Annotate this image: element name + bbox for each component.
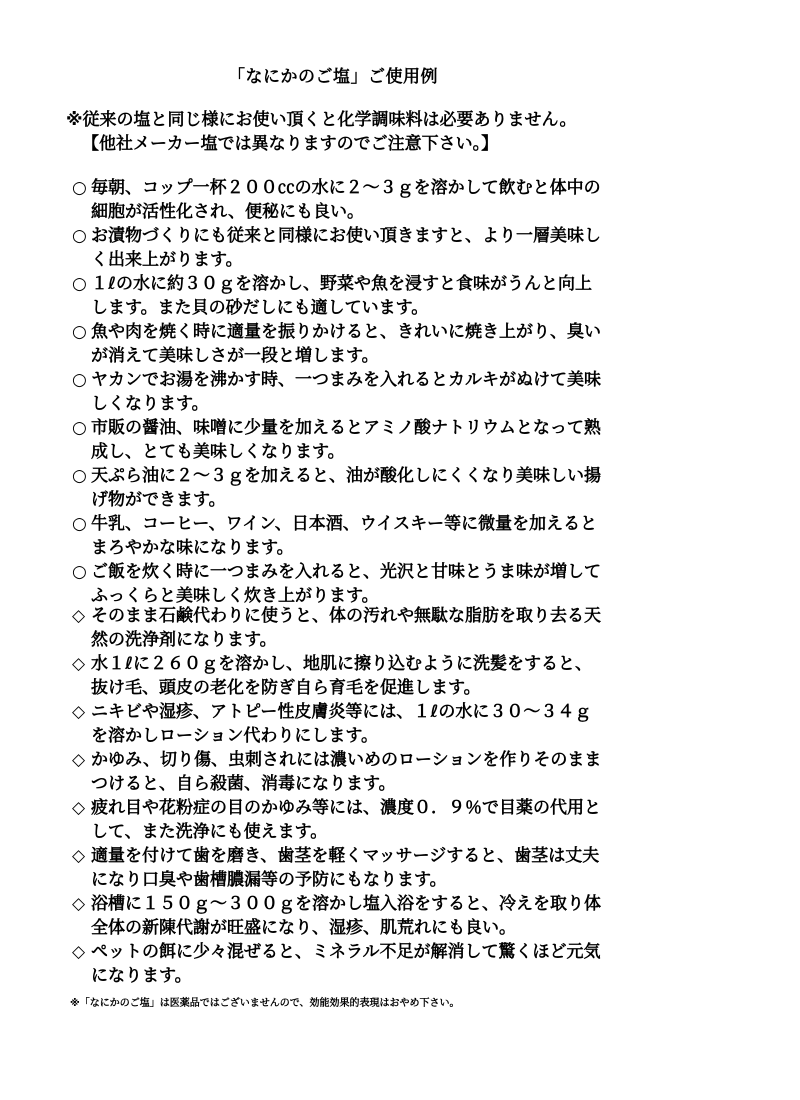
circle-marker: ○ xyxy=(72,370,87,390)
list-item: ◇ そのまま石鹸代わりに使うと、体の汚れや無駄な脂肪を取り去る天 然の洗浄剤になります。 xyxy=(72,606,601,650)
list-item: ○ 毎朝、コップ一杯２００㏄の水に２～３ｇを溶かして飲むと体中の 細胞が活性化され、便秘にも良い。 xyxy=(72,178,601,222)
circle-marker: ○ xyxy=(72,322,87,342)
list-item: ◇ 適量を付けて歯を磨き、歯茎を軽くマッサージすると、歯茎は丈夫 になり口臭や歯槽膿漏等の予防にもなります。 xyxy=(72,846,600,890)
diamond-marker: ◇ xyxy=(72,606,86,626)
list-item: ○ 牛乳、コーヒー、ワイン、日本酒、ウイスキー等に微量を加えると まろやかな味になります。 xyxy=(72,514,598,558)
circle-marker: ○ xyxy=(72,226,87,246)
diamond-marker: ◇ xyxy=(72,894,86,914)
list-item: ○ お漬物づくりにも従来と同様にお使い頂きますと、より一層美味し く出来上がります。 xyxy=(72,226,601,270)
diamond-marker: ◇ xyxy=(72,654,86,674)
diamond-marker: ◇ xyxy=(72,942,86,962)
list-item: ○ ご飯を炊く時に一つまみを入れると、光沢と甘味とうま味が増して ふっくらと美味しく炊き上がります。 xyxy=(72,562,601,606)
list-item: ◇ 浴槽に１５０ｇ～３００ｇを溶かし塩入浴をすると、冷えを取り体 全体の新陳代謝が旺盛になり、湿疹、肌荒れにも良い。 xyxy=(72,894,601,938)
circle-marker: ○ xyxy=(72,466,87,486)
diamond-marker: ◇ xyxy=(72,702,86,722)
usage-list-cooking xyxy=(72,176,752,608)
list-item: ◇ ニキビや湿疹、アトピー性皮膚炎等には、１ℓの水に３０～３４ｇ を溶かしローション代わりにします。 xyxy=(72,702,592,746)
circle-marker: ○ xyxy=(72,562,87,582)
circle-marker: ○ xyxy=(72,274,87,294)
notice-block xyxy=(66,108,746,156)
list-item: ◇ かゆみ、切り傷、虫刺されには濃いめのローションを作りそのまま つけると、自ら殺菌、消毒になります。 xyxy=(72,750,602,794)
list-item: ○ ヤカンでお湯を沸かす時、一つまみを入れるとカルキがぬけて美味 しくなります。 xyxy=(72,370,601,414)
list-item: ◇ 疲れ目や花粉症の目のかゆみ等には、濃度０．９％で目薬の代用と して、また洗浄にも使えます。 xyxy=(72,798,601,842)
list-item: ○ 市販の醤油、味噌に少量を加えるとアミノ酸ナトリウムとなって熟 成し、とても美味しくなります。 xyxy=(72,418,601,462)
circle-marker: ○ xyxy=(72,178,87,198)
list-item: ○ １ℓの水に約３０ｇを溶かし、野菜や魚を浸すと食味がうんと向上 します。また貝の砂だしにも適しています。 xyxy=(72,274,593,318)
list-item: ○ 天ぷら油に２～３ｇを加えると、油が酸化しにくくなり美味しい揚 げ物ができます。 xyxy=(72,466,601,510)
list-item: ○ 魚や肉を焼く時に適量を振りかけると、きれいに焼き上がり、臭い が消えて美味しさが一段と増します。 xyxy=(72,322,601,366)
list-item: ◇ 水１ℓに２６０ｇを溶かし、地肌に擦り込むように洗髪をすると、 抜け毛、頭皮の老化を防ぎ自ら育毛を促進します。 xyxy=(72,654,593,698)
circle-marker: ○ xyxy=(72,514,87,534)
diamond-marker: ◇ xyxy=(72,846,86,866)
diamond-marker: ◇ xyxy=(72,798,86,818)
disclaimer-note: ※「なにかのご塩」は医薬品ではございませんので、効能効果的表現はおやめ下さい。 xyxy=(70,998,460,1009)
circle-marker: ○ xyxy=(72,418,87,438)
diamond-marker: ◇ xyxy=(72,750,86,770)
page-title: 「なにかのご塩」ご使用例 xyxy=(228,67,438,87)
notice-line-2: 【他社メーカー塩では異なりますのでご注意下さい。】 xyxy=(82,134,499,154)
usage-list-body-care xyxy=(72,604,752,988)
list-item: ◇ ペットの餌に少々混ぜると、ミネラル不足が解消して驚くほど元気 になります。 xyxy=(72,942,601,986)
notice-line-1: ※従来の塩と同じ様にお使い頂くと化学調味料は必要ありません。 xyxy=(66,110,577,130)
